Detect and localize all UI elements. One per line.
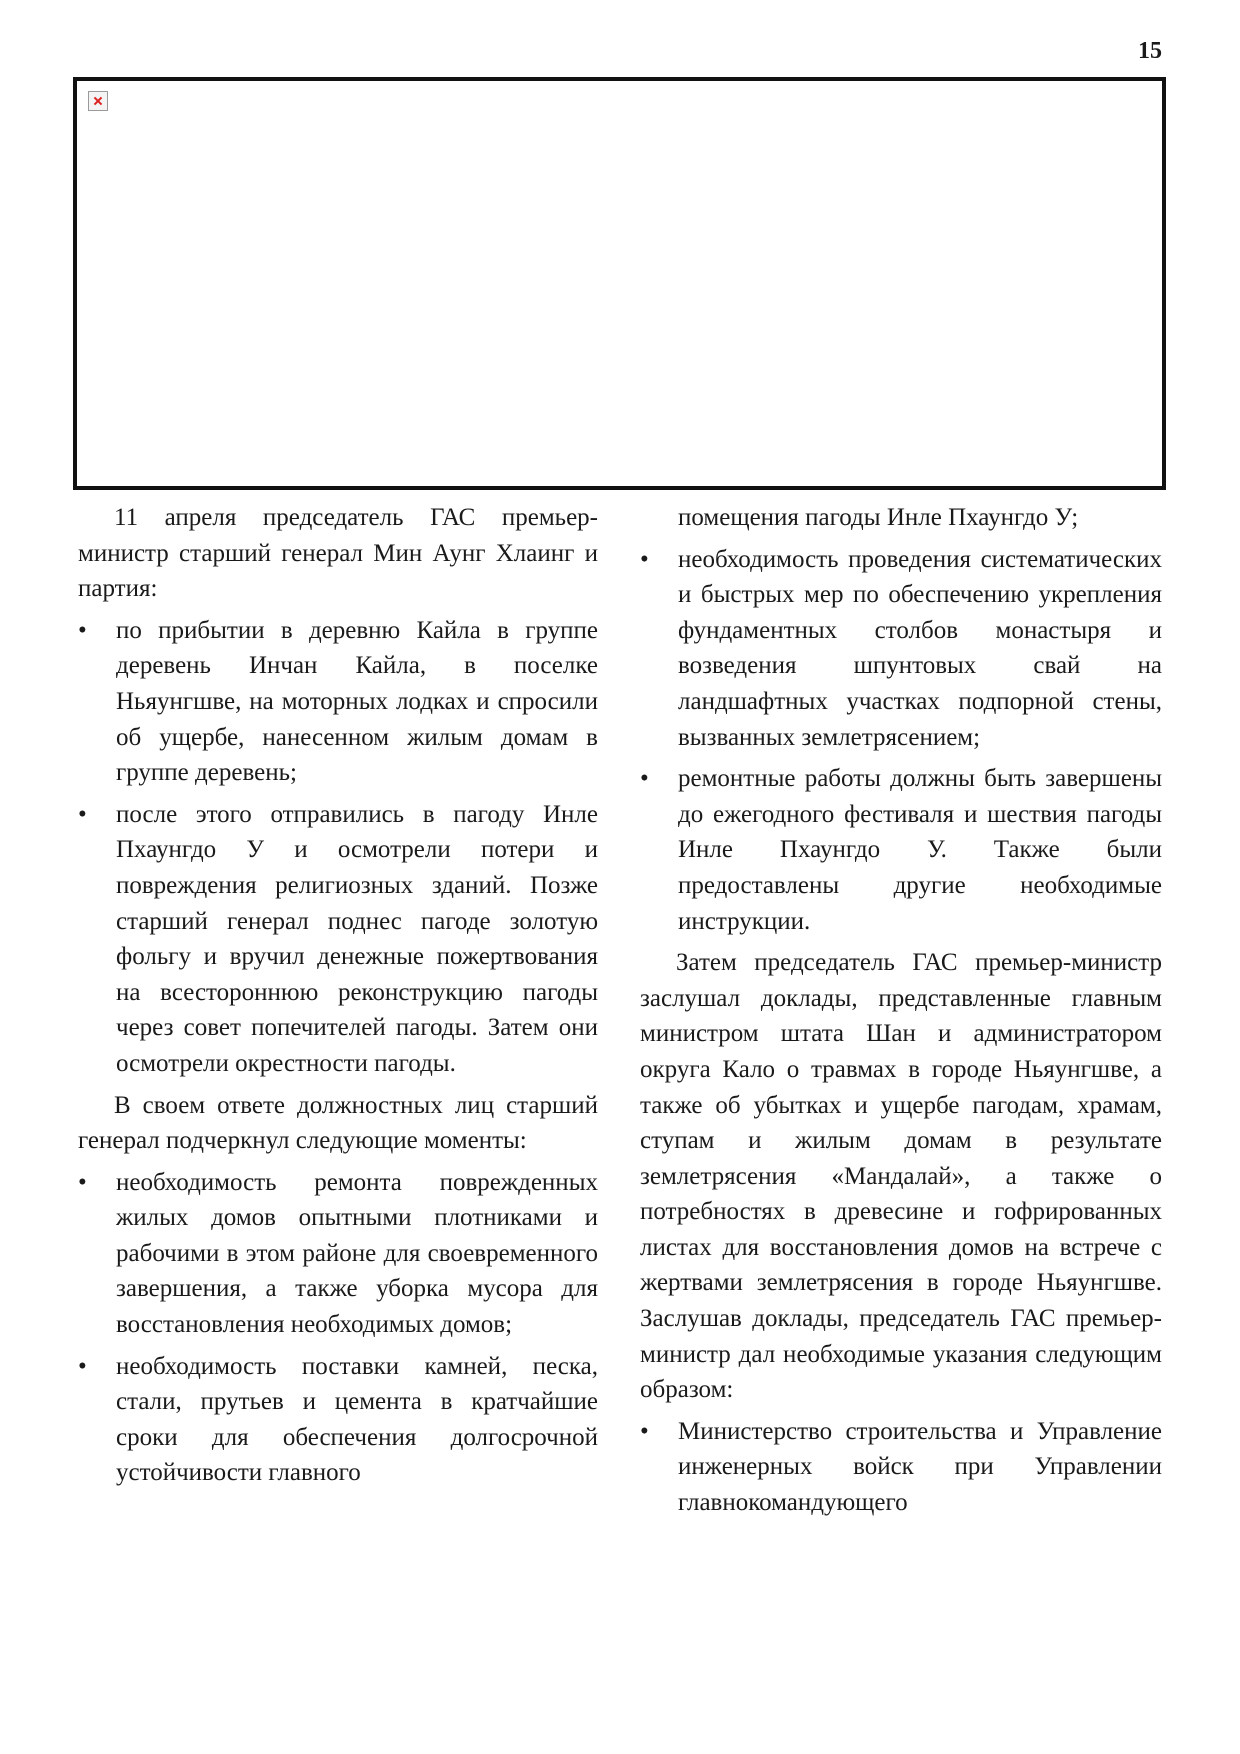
- list-item: • после этого отправились в пагоду Инле Пхаунгдо У и осмотрели потери и повреждения религиозных зданий. Позже старший генерал поднес пагоде золотую фольгу и вручил денежные пожертвования на всестороннюю реконструкцию пагоды через совет попечителей пагоды. Затем они осмотрели окрестности пагоды.: [78, 797, 598, 1082]
- list-item: • необходимость поставки камней, песка, стали, прутьев и цемента в кратчайшие сроки для обеспечения долгосрочной устойчивости главного: [78, 1349, 598, 1491]
- left-column: [78, 500, 598, 1497]
- instructions-list: [640, 1414, 1162, 1521]
- list-item: • Министерство строительства и Управление инженерных войск при Управлении главнокомандующего: [640, 1414, 1162, 1521]
- broken-image-icon: [88, 91, 108, 111]
- intro-paragraph: 11 апреля председатель ГАС премьер-министр старший генерал Мин Аунг Хлаинг и партия:: [78, 504, 598, 603]
- list-item: • ремонтные работы должны быть завершены до ежегодного фестиваля и шествия пагоды Инле Пхаунгдо У. Также были предоставлены другие необходимые инструкции.: [640, 761, 1162, 939]
- continuation-text: помещения пагоды Инле Пхаунгдо У;: [678, 504, 1079, 531]
- page-number: 15: [1138, 38, 1162, 64]
- list-item: • необходимость проведения систематических и быстрых мер по обеспечению укрепления фундаментных столбов монастыря и возведения шпунтовых свай на ландшафтных участках подпорной стены, вызванных землетрясением;: [640, 542, 1162, 756]
- photo-frame: [73, 77, 1166, 490]
- list-item: • по прибытии в деревню Кайла в группе деревень Инчан Кайла, в поселке Ньяунгшве, на моторных лодках и спросили об ущербе, нанесенном жилым домам в группе деревень;: [78, 613, 598, 791]
- points-list: [78, 1165, 598, 1491]
- reports-paragraph: Затем председатель ГАС премьер-министр заслушал доклады, представленные главным министром штата Шан и администратором округа Кало о травмах в городе Ньяунгшве, а также об убытках и ущербе пагодам, храмам, ступам и жилым домам в результате землетрясения «Мандалай», а также о потребностях в древесине и гофрированных листах для восстановления домов на встрече с жертвами землетрясения в городе Ньяунгшве. Заслушав доклады, председатель ГАС премьер-министр дал необходимые указания следующим образом:: [640, 949, 1162, 1404]
- response-paragraph: В своем ответе должностных лиц старший генерал подчеркнул следующие моменты:: [78, 1091, 598, 1155]
- visit-list: [78, 613, 598, 1082]
- right-column: [640, 500, 1162, 1527]
- list-item: • необходимость ремонта поврежденных жилых домов опытными плотниками и рабочими в этом районе для своевременного завершения, а также уборка мусора для восстановления необходимых домов;: [78, 1165, 598, 1343]
- points-list-continued: [640, 542, 1162, 940]
